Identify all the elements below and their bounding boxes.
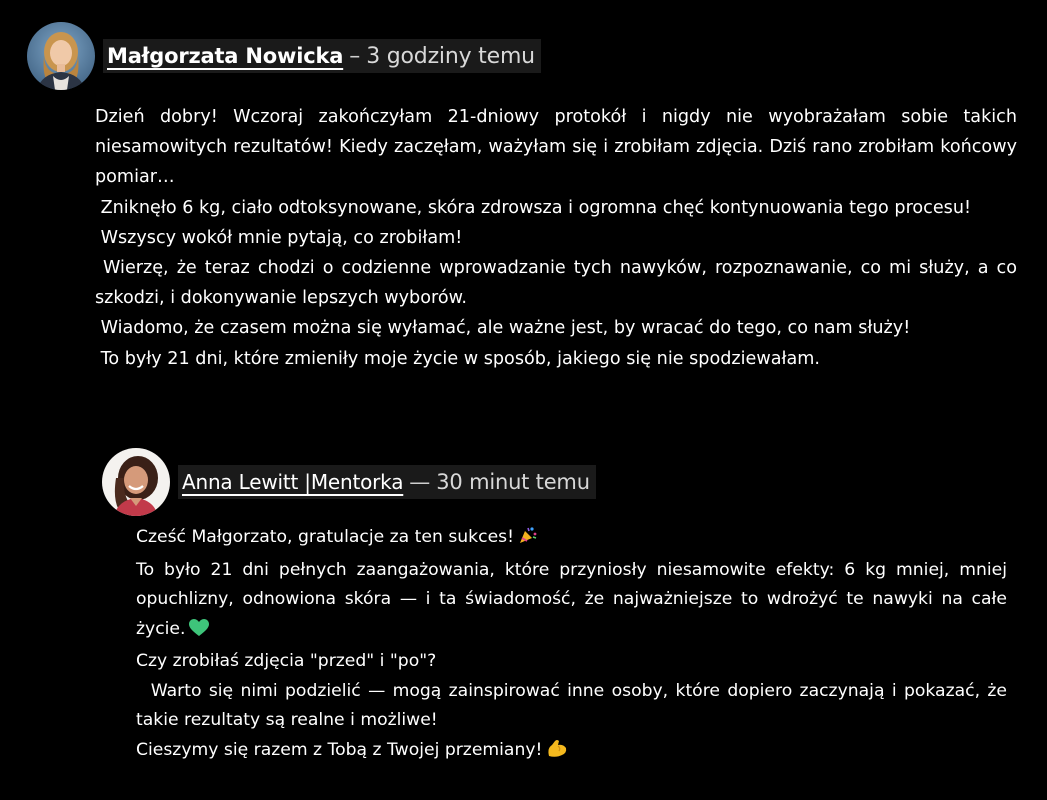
comment-paragraph: To były 21 dni, które zmieniły moje życie w sposób, jakiego się nie spodziewałam.	[100, 348, 821, 369]
header-separator: —	[409, 470, 431, 494]
comment-header	[27, 22, 541, 90]
comment-paragraph: To było 21 dni pełnych zaangażowania, które przyniosły niesamowite efekty: 6 kg mniej, mniej opuchlizny, odnowiona skóra — i ta świadomość, że najważniejsze to wdrożyć te nawyki na całe życie.	[136, 556, 1007, 648]
comment-timestamp: 30 minut temu	[436, 470, 590, 494]
green-heart-icon	[189, 618, 209, 648]
comment-paragraph: Wszyscy wokół mnie pytają, co zrobiłam!	[100, 227, 463, 248]
comment-paragraph: Wiadomo, że czasem można się wyłamać, ale ważne jest, by wracać do tego, co nam służy!	[100, 318, 911, 339]
flexed-biceps-icon	[546, 738, 568, 769]
comment-paragraph: Warto się nimi podzielić — mogą zainspirować inne osoby, które dopiero zaczynają i pokazać, że takie rezultaty są realne i możliwe!	[136, 680, 1007, 730]
header-separator: –	[349, 43, 361, 69]
comment-paragraph: Wierzę, że teraz chodzi o codzienne wprowadzanie tych nawyków, rozpoznawanie, co mi służy, a co szkodzi, i dokonywanie lepszych wyborów.	[95, 258, 1017, 309]
comment-header	[102, 448, 596, 516]
comment-paragraph: Czy zrobiłaś zdjęcia "przed" i "po"?	[136, 651, 437, 671]
author-name-bar	[103, 39, 541, 73]
comment-paragraph: Zniknęło 6 kg, ciało odtoksynowane, skóra zdrowsza i ogromna chęć kontynuowania tego procesu!	[100, 197, 972, 218]
party-popper-icon	[518, 525, 538, 556]
comment-body	[136, 523, 1007, 768]
author-name-bar	[178, 465, 596, 499]
comment-body	[95, 102, 1017, 374]
comment-timestamp: 3 godziny temu	[366, 43, 535, 69]
woman-dark-hair-avatar-icon[interactable]	[102, 448, 170, 516]
woman-blonde-avatar-icon[interactable]	[27, 22, 95, 90]
author-name-link[interactable]: Anna Lewitt |Mentorka	[182, 470, 404, 494]
comment-paragraph: Cześć Małgorzato, gratulacje za ten sukces!	[136, 523, 1007, 556]
comment-paragraph: Dzień dobry! Wczoraj zakończyłam 21-dniowy protokół i nigdy nie wyobrażałam sobie takich niesamowitych rezultatów! Kiedy zaczęłam, ważyłam się i zrobiłam zdjęcia. Dziś rano zrobiłam końcowy pomiar…	[95, 107, 1017, 188]
comment-paragraph: Cieszymy się razem z Tobą z Twojej przemiany!	[136, 736, 1007, 769]
author-name-link[interactable]: Małgorzata Nowicka	[107, 44, 344, 68]
